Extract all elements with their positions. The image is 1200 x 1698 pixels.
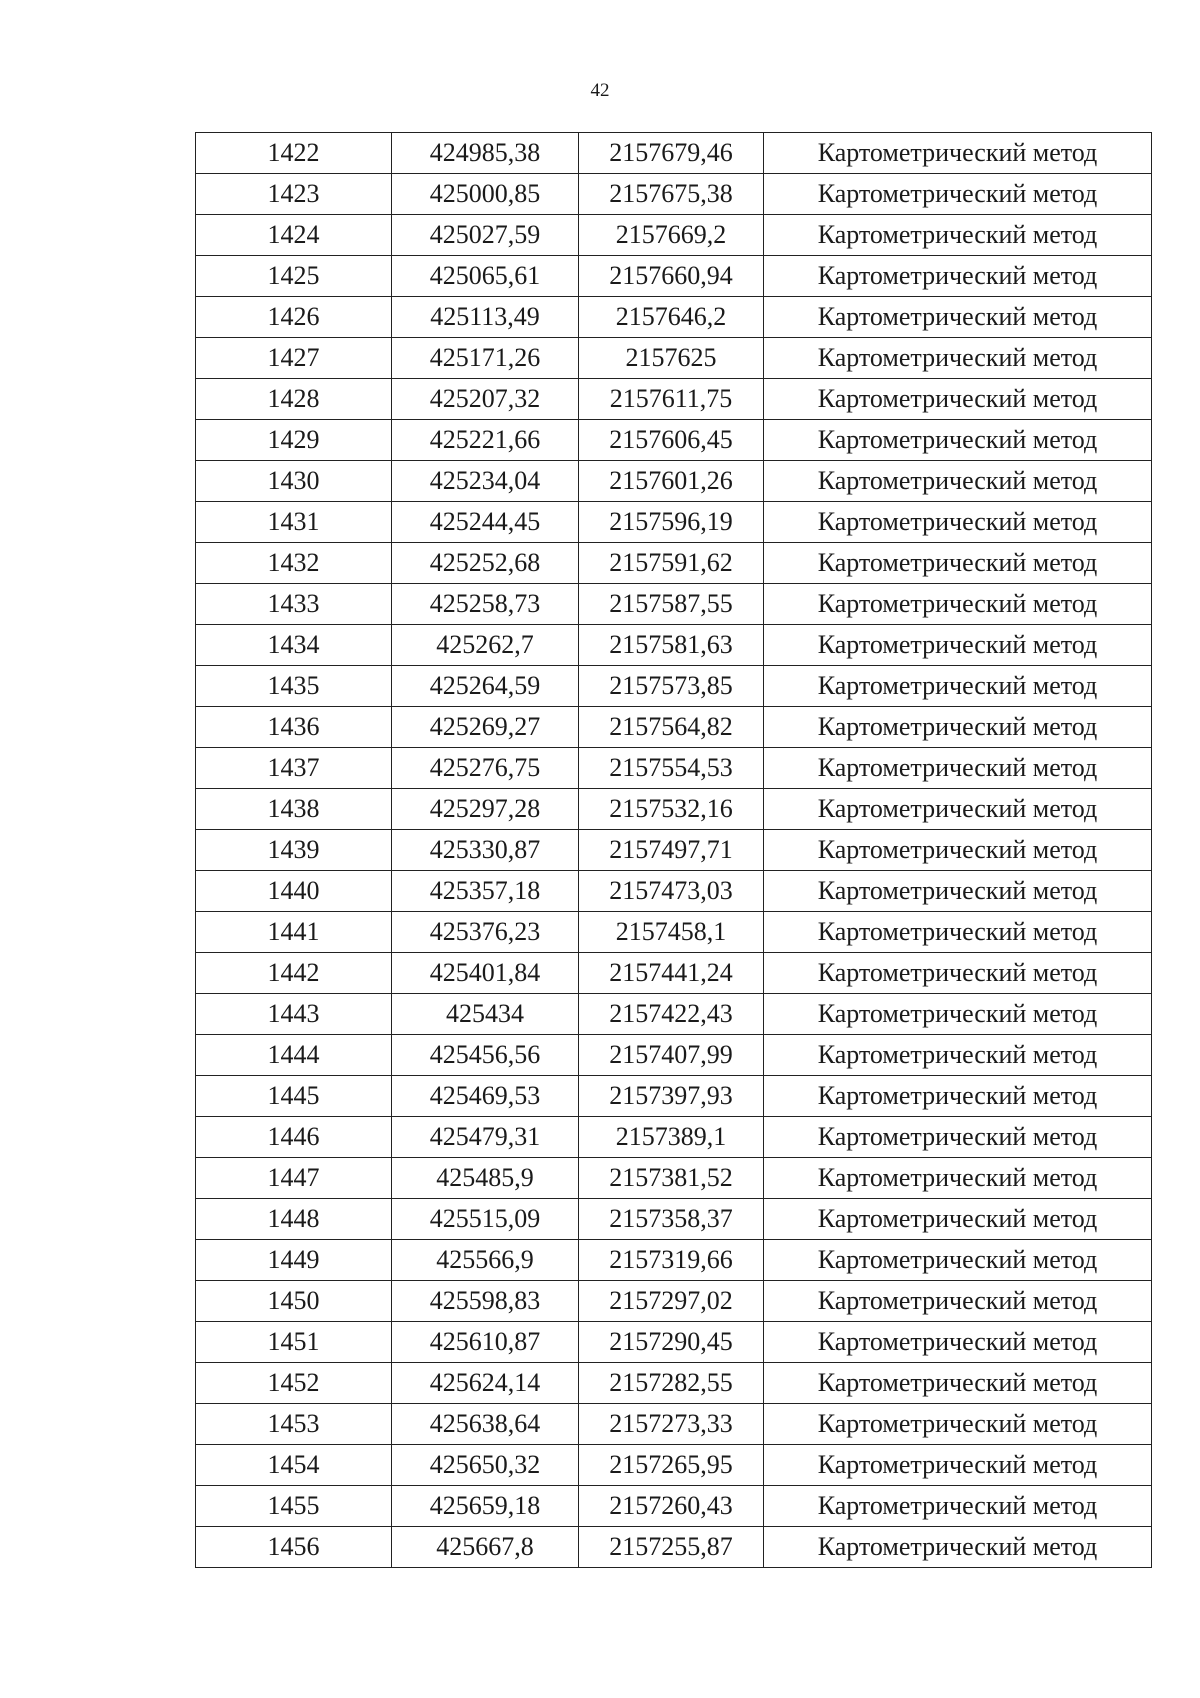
table-row	[196, 215, 1152, 256]
x-coordinate-cell: 425297,28	[392, 789, 579, 830]
y-coordinate-cell: 2157554,53	[579, 748, 764, 789]
method-cell: Картометрический метод	[764, 297, 1152, 338]
x-coordinate-cell: 425027,59	[392, 215, 579, 256]
table-row	[196, 789, 1152, 830]
x-coordinate-cell: 425610,87	[392, 1322, 579, 1363]
x-coordinate-cell: 425515,09	[392, 1199, 579, 1240]
table-row	[196, 338, 1152, 379]
method-cell: Картометрический метод	[764, 912, 1152, 953]
method-cell: Картометрический метод	[764, 584, 1152, 625]
point-number-cell: 1442	[196, 953, 392, 994]
table-row	[196, 1527, 1152, 1568]
coordinates-table	[195, 132, 1152, 1568]
y-coordinate-cell: 2157265,95	[579, 1445, 764, 1486]
table-row	[196, 297, 1152, 338]
table-row	[196, 830, 1152, 871]
y-coordinate-cell: 2157389,1	[579, 1117, 764, 1158]
table-row	[196, 461, 1152, 502]
y-coordinate-cell: 2157669,2	[579, 215, 764, 256]
method-cell: Картометрический метод	[764, 953, 1152, 994]
table-row	[196, 1404, 1152, 1445]
table-row	[196, 543, 1152, 584]
y-coordinate-cell: 2157381,52	[579, 1158, 764, 1199]
x-coordinate-cell: 425566,9	[392, 1240, 579, 1281]
y-coordinate-cell: 2157679,46	[579, 133, 764, 174]
method-cell: Картометрический метод	[764, 1240, 1152, 1281]
table-row	[196, 1322, 1152, 1363]
x-coordinate-cell: 425485,9	[392, 1158, 579, 1199]
x-coordinate-cell: 425650,32	[392, 1445, 579, 1486]
point-number-cell: 1434	[196, 625, 392, 666]
x-coordinate-cell: 425262,7	[392, 625, 579, 666]
table-row	[196, 1076, 1152, 1117]
point-number-cell: 1422	[196, 133, 392, 174]
y-coordinate-cell: 2157407,99	[579, 1035, 764, 1076]
point-number-cell: 1424	[196, 215, 392, 256]
table-row	[196, 1486, 1152, 1527]
method-cell: Картометрический метод	[764, 1035, 1152, 1076]
point-number-cell: 1423	[196, 174, 392, 215]
y-coordinate-cell: 2157473,03	[579, 871, 764, 912]
y-coordinate-cell: 2157660,94	[579, 256, 764, 297]
x-coordinate-cell: 425434	[392, 994, 579, 1035]
table-row	[196, 1199, 1152, 1240]
y-coordinate-cell: 2157497,71	[579, 830, 764, 871]
point-number-cell: 1440	[196, 871, 392, 912]
x-coordinate-cell: 425659,18	[392, 1486, 579, 1527]
point-number-cell: 1438	[196, 789, 392, 830]
method-cell: Картометрический метод	[764, 994, 1152, 1035]
x-coordinate-cell: 425638,64	[392, 1404, 579, 1445]
point-number-cell: 1453	[196, 1404, 392, 1445]
y-coordinate-cell: 2157646,2	[579, 297, 764, 338]
y-coordinate-cell: 2157573,85	[579, 666, 764, 707]
x-coordinate-cell: 425244,45	[392, 502, 579, 543]
table-row	[196, 1240, 1152, 1281]
x-coordinate-cell: 425667,8	[392, 1527, 579, 1568]
x-coordinate-cell: 425401,84	[392, 953, 579, 994]
method-cell: Картометрический метод	[764, 1199, 1152, 1240]
y-coordinate-cell: 2157273,33	[579, 1404, 764, 1445]
table-row	[196, 1158, 1152, 1199]
method-cell: Картометрический метод	[764, 625, 1152, 666]
y-coordinate-cell: 2157260,43	[579, 1486, 764, 1527]
method-cell: Картометрический метод	[764, 174, 1152, 215]
point-number-cell: 1445	[196, 1076, 392, 1117]
y-coordinate-cell: 2157601,26	[579, 461, 764, 502]
table-row	[196, 1117, 1152, 1158]
point-number-cell: 1443	[196, 994, 392, 1035]
method-cell: Картометрический метод	[764, 502, 1152, 543]
method-cell: Картометрический метод	[764, 830, 1152, 871]
point-number-cell: 1455	[196, 1486, 392, 1527]
point-number-cell: 1444	[196, 1035, 392, 1076]
point-number-cell: 1446	[196, 1117, 392, 1158]
x-coordinate-cell: 425456,56	[392, 1035, 579, 1076]
y-coordinate-cell: 2157606,45	[579, 420, 764, 461]
table-row	[196, 502, 1152, 543]
point-number-cell: 1447	[196, 1158, 392, 1199]
method-cell: Картометрический метод	[764, 1281, 1152, 1322]
method-cell: Картометрический метод	[764, 461, 1152, 502]
x-coordinate-cell: 425276,75	[392, 748, 579, 789]
y-coordinate-cell: 2157397,93	[579, 1076, 764, 1117]
method-cell: Картометрический метод	[764, 1404, 1152, 1445]
y-coordinate-cell: 2157290,45	[579, 1322, 764, 1363]
x-coordinate-cell: 424985,38	[392, 133, 579, 174]
point-number-cell: 1428	[196, 379, 392, 420]
y-coordinate-cell: 2157282,55	[579, 1363, 764, 1404]
x-coordinate-cell: 425207,32	[392, 379, 579, 420]
point-number-cell: 1448	[196, 1199, 392, 1240]
x-coordinate-cell: 425330,87	[392, 830, 579, 871]
method-cell: Картометрический метод	[764, 1445, 1152, 1486]
y-coordinate-cell: 2157564,82	[579, 707, 764, 748]
point-number-cell: 1429	[196, 420, 392, 461]
table-row	[196, 1281, 1152, 1322]
table-row	[196, 420, 1152, 461]
point-number-cell: 1454	[196, 1445, 392, 1486]
y-coordinate-cell: 2157675,38	[579, 174, 764, 215]
y-coordinate-cell: 2157358,37	[579, 1199, 764, 1240]
point-number-cell: 1456	[196, 1527, 392, 1568]
x-coordinate-cell: 425000,85	[392, 174, 579, 215]
y-coordinate-cell: 2157587,55	[579, 584, 764, 625]
method-cell: Картометрический метод	[764, 1117, 1152, 1158]
method-cell: Картометрический метод	[764, 1363, 1152, 1404]
table-row	[196, 256, 1152, 297]
table-row	[196, 379, 1152, 420]
y-coordinate-cell: 2157596,19	[579, 502, 764, 543]
x-coordinate-cell: 425479,31	[392, 1117, 579, 1158]
page-number: 42	[590, 80, 610, 101]
x-coordinate-cell: 425357,18	[392, 871, 579, 912]
point-number-cell: 1427	[196, 338, 392, 379]
coordinates-table-body	[196, 133, 1152, 1568]
point-number-cell: 1425	[196, 256, 392, 297]
x-coordinate-cell: 425598,83	[392, 1281, 579, 1322]
y-coordinate-cell: 2157422,43	[579, 994, 764, 1035]
x-coordinate-cell: 425376,23	[392, 912, 579, 953]
point-number-cell: 1441	[196, 912, 392, 953]
point-number-cell: 1450	[196, 1281, 392, 1322]
table-row	[196, 174, 1152, 215]
table-row	[196, 994, 1152, 1035]
point-number-cell: 1439	[196, 830, 392, 871]
table-row	[196, 1035, 1152, 1076]
method-cell: Картометрический метод	[764, 1527, 1152, 1568]
method-cell: Картометрический метод	[764, 1486, 1152, 1527]
x-coordinate-cell: 425624,14	[392, 1363, 579, 1404]
point-number-cell: 1431	[196, 502, 392, 543]
x-coordinate-cell: 425469,53	[392, 1076, 579, 1117]
method-cell: Картометрический метод	[764, 543, 1152, 584]
table-row	[196, 1445, 1152, 1486]
x-coordinate-cell: 425234,04	[392, 461, 579, 502]
x-coordinate-cell: 425113,49	[392, 297, 579, 338]
table-row	[196, 625, 1152, 666]
y-coordinate-cell: 2157255,87	[579, 1527, 764, 1568]
y-coordinate-cell: 2157458,1	[579, 912, 764, 953]
point-number-cell: 1437	[196, 748, 392, 789]
y-coordinate-cell: 2157625	[579, 338, 764, 379]
method-cell: Картометрический метод	[764, 133, 1152, 174]
method-cell: Картометрический метод	[764, 379, 1152, 420]
x-coordinate-cell: 425269,27	[392, 707, 579, 748]
method-cell: Картометрический метод	[764, 789, 1152, 830]
point-number-cell: 1436	[196, 707, 392, 748]
method-cell: Картометрический метод	[764, 1322, 1152, 1363]
method-cell: Картометрический метод	[764, 666, 1152, 707]
point-number-cell: 1426	[196, 297, 392, 338]
point-number-cell: 1433	[196, 584, 392, 625]
point-number-cell: 1452	[196, 1363, 392, 1404]
x-coordinate-cell: 425258,73	[392, 584, 579, 625]
method-cell: Картометрический метод	[764, 215, 1152, 256]
table-row	[196, 1363, 1152, 1404]
table-row	[196, 666, 1152, 707]
table-row	[196, 912, 1152, 953]
x-coordinate-cell: 425264,59	[392, 666, 579, 707]
point-number-cell: 1432	[196, 543, 392, 584]
table-row	[196, 584, 1152, 625]
y-coordinate-cell: 2157297,02	[579, 1281, 764, 1322]
point-number-cell: 1449	[196, 1240, 392, 1281]
table-row	[196, 133, 1152, 174]
x-coordinate-cell: 425221,66	[392, 420, 579, 461]
method-cell: Картометрический метод	[764, 1158, 1152, 1199]
method-cell: Картометрический метод	[764, 256, 1152, 297]
method-cell: Картометрический метод	[764, 748, 1152, 789]
x-coordinate-cell: 425065,61	[392, 256, 579, 297]
point-number-cell: 1451	[196, 1322, 392, 1363]
table-row	[196, 748, 1152, 789]
point-number-cell: 1430	[196, 461, 392, 502]
table-row	[196, 707, 1152, 748]
y-coordinate-cell: 2157319,66	[579, 1240, 764, 1281]
y-coordinate-cell: 2157581,63	[579, 625, 764, 666]
y-coordinate-cell: 2157441,24	[579, 953, 764, 994]
method-cell: Картометрический метод	[764, 871, 1152, 912]
x-coordinate-cell: 425171,26	[392, 338, 579, 379]
table-row	[196, 953, 1152, 994]
method-cell: Картометрический метод	[764, 338, 1152, 379]
y-coordinate-cell: 2157611,75	[579, 379, 764, 420]
method-cell: Картометрический метод	[764, 420, 1152, 461]
method-cell: Картометрический метод	[764, 1076, 1152, 1117]
point-number-cell: 1435	[196, 666, 392, 707]
x-coordinate-cell: 425252,68	[392, 543, 579, 584]
y-coordinate-cell: 2157591,62	[579, 543, 764, 584]
method-cell: Картометрический метод	[764, 707, 1152, 748]
y-coordinate-cell: 2157532,16	[579, 789, 764, 830]
table-row	[196, 871, 1152, 912]
